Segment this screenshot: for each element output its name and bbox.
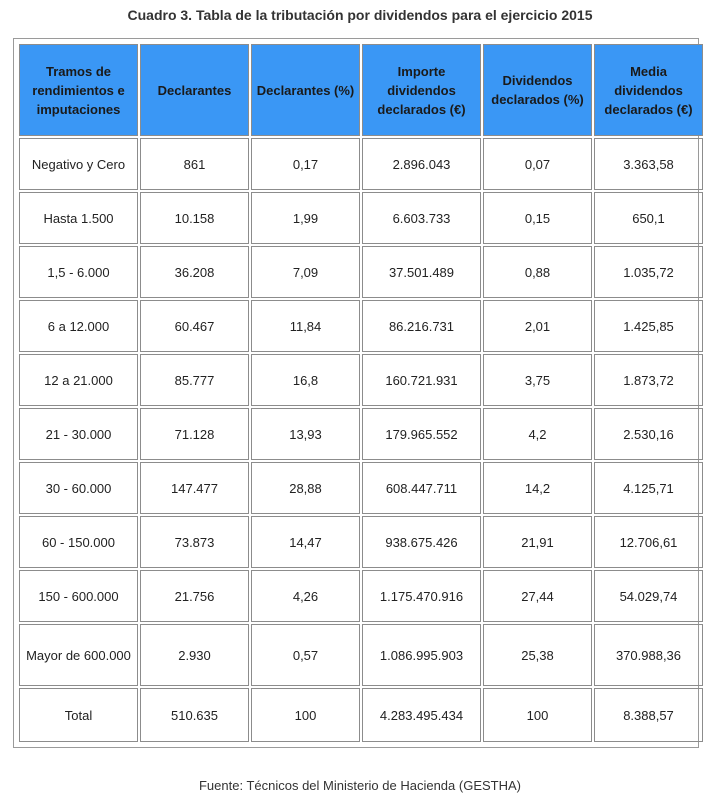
importe-cell: 1.086.995.903 [362,624,481,686]
media-cell: 3.363,58 [594,138,703,190]
importe-cell: 86.216.731 [362,300,481,352]
importe-cell: 938.675.426 [362,516,481,568]
importe-cell: 179.965.552 [362,408,481,460]
tramo-cell: 150 - 600.000 [19,570,138,622]
importe-cell: 6.603.733 [362,192,481,244]
declarantes-pct-cell: 28,88 [251,462,360,514]
declarantes-cell: 510.635 [140,688,249,742]
declarantes-pct-cell: 0,57 [251,624,360,686]
tramo-cell: Mayor de 600.000 [19,624,138,686]
importe-cell: 4.283.495.434 [362,688,481,742]
declarantes-pct-cell: 4,26 [251,570,360,622]
declarantes-pct-cell: 7,09 [251,246,360,298]
dividendos-pct-cell: 25,38 [483,624,592,686]
declarantes-cell: 21.756 [140,570,249,622]
importe-cell: 2.896.043 [362,138,481,190]
media-cell: 8.388,57 [594,688,703,742]
table-row [19,624,703,686]
tramo-cell: 21 - 30.000 [19,408,138,460]
tramo-cell: 60 - 150.000 [19,516,138,568]
dividendos-pct-cell: 21,91 [483,516,592,568]
declarantes-cell: 861 [140,138,249,190]
tramo-cell: Total [19,688,138,742]
table-row [19,138,703,190]
dividendos-pct-cell: 3,75 [483,354,592,406]
media-cell: 1.425,85 [594,300,703,352]
importe-cell: 1.175.470.916 [362,570,481,622]
header-declarantes: Declarantes [140,44,249,136]
declarantes-cell: 147.477 [140,462,249,514]
table-row [19,246,703,298]
tramo-cell: 30 - 60.000 [19,462,138,514]
header-tramos: Tramos de rendimientos e imputaciones [19,44,138,136]
media-cell: 1.035,72 [594,246,703,298]
tramo-cell: 1,5 - 6.000 [19,246,138,298]
importe-cell: 608.447.711 [362,462,481,514]
declarantes-pct-cell: 14,47 [251,516,360,568]
table-row [19,354,703,406]
media-cell: 54.029,74 [594,570,703,622]
media-cell: 370.988,36 [594,624,703,686]
media-cell: 4.125,71 [594,462,703,514]
declarantes-cell: 36.208 [140,246,249,298]
source-note: Fuente: Técnicos del Ministerio de Hacienda (GESTHA) [198,778,521,793]
dividend-table-frame [13,38,699,748]
declarantes-cell: 10.158 [140,192,249,244]
table-row [19,570,703,622]
declarantes-pct-cell: 13,93 [251,408,360,460]
media-cell: 12.706,61 [594,516,703,568]
dividend-table [17,42,705,744]
tramo-cell: Negativo y Cero [19,138,138,190]
media-cell: 1.873,72 [594,354,703,406]
header-media: Media dividendos declarados (€) [594,44,703,136]
declarantes-cell: 71.128 [140,408,249,460]
dividendos-pct-cell: 100 [483,688,592,742]
declarantes-pct-cell: 16,8 [251,354,360,406]
table-row [19,462,703,514]
tramo-cell: Hasta 1.500 [19,192,138,244]
table-row [19,192,703,244]
dividendos-pct-cell: 2,01 [483,300,592,352]
declarantes-cell: 2.930 [140,624,249,686]
dividendos-pct-cell: 0,07 [483,138,592,190]
declarantes-cell: 85.777 [140,354,249,406]
table-title: Cuadro 3. Tabla de la tributación por dividendos para el ejercicio 2015 [127,7,593,23]
table-header-row [19,44,703,136]
declarantes-cell: 60.467 [140,300,249,352]
dividendos-pct-cell: 14,2 [483,462,592,514]
importe-cell: 37.501.489 [362,246,481,298]
header-declarantes-pct: Declarantes (%) [251,44,360,136]
table-row [19,408,703,460]
importe-cell: 160.721.931 [362,354,481,406]
declarantes-cell: 73.873 [140,516,249,568]
tramo-cell: 6 a 12.000 [19,300,138,352]
table-row [19,300,703,352]
dividendos-pct-cell: 27,44 [483,570,592,622]
header-dividendos-pct: Dividendos declarados (%) [483,44,592,136]
declarantes-pct-cell: 11,84 [251,300,360,352]
table-row-total [19,688,703,742]
dividendos-pct-cell: 0,15 [483,192,592,244]
table-row [19,516,703,568]
declarantes-pct-cell: 0,17 [251,138,360,190]
tramo-cell: 12 a 21.000 [19,354,138,406]
declarantes-pct-cell: 100 [251,688,360,742]
dividendos-pct-cell: 0,88 [483,246,592,298]
declarantes-pct-cell: 1,99 [251,192,360,244]
dividendos-pct-cell: 4,2 [483,408,592,460]
media-cell: 2.530,16 [594,408,703,460]
table-body [19,138,703,742]
media-cell: 650,1 [594,192,703,244]
header-importe: Importe dividendos declarados (€) [362,44,481,136]
